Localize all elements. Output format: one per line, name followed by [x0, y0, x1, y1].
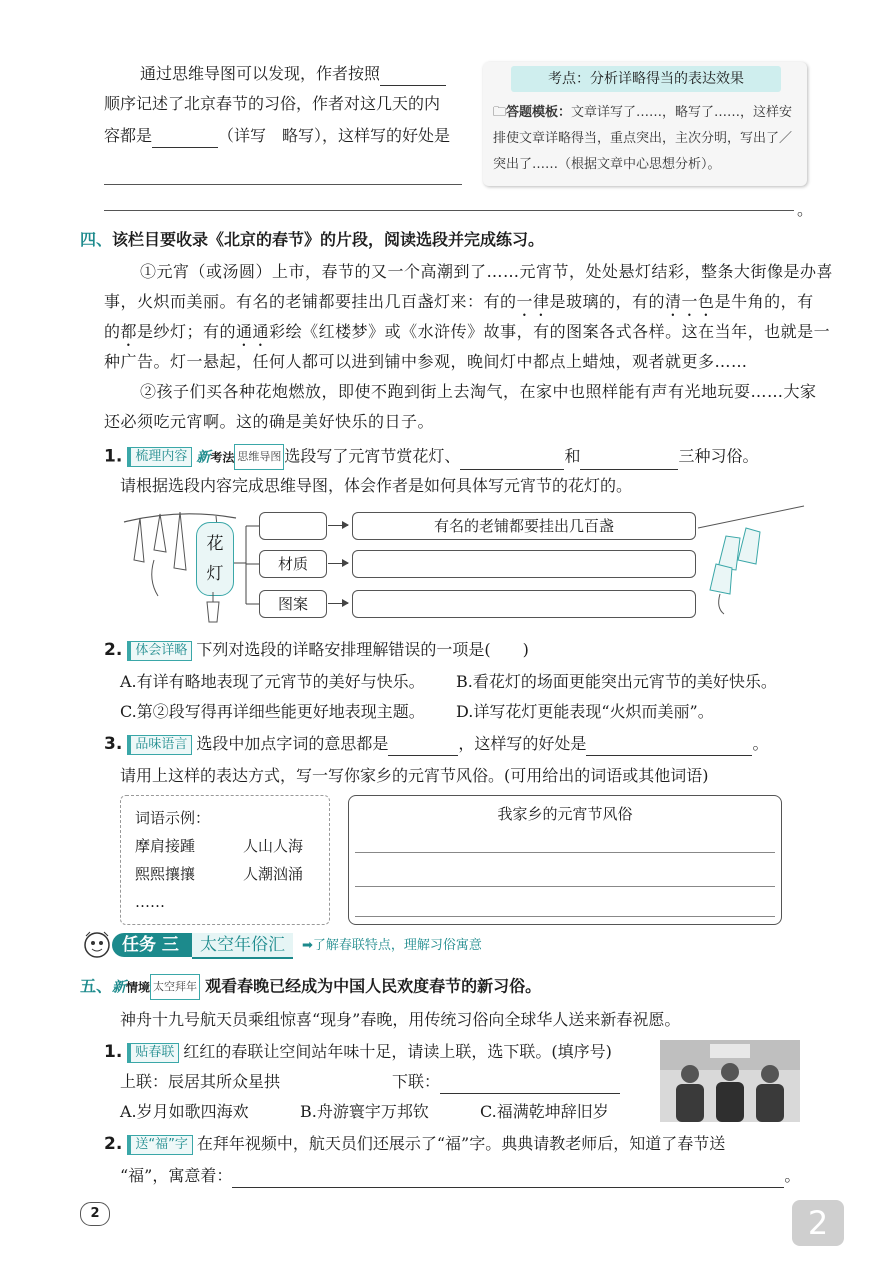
arrow-3 [328, 603, 348, 604]
word-4: 人潮汹涌 [243, 865, 304, 883]
lantern-tassel-icon [198, 590, 228, 624]
word-3: 熙熙攘攘 [135, 865, 196, 883]
q5-2-line2: “福”，寓意着： 。 [120, 1164, 800, 1188]
arrow-2 [328, 563, 348, 564]
task3-band [80, 930, 800, 960]
q1-blank-2[interactable] [580, 449, 678, 470]
mindmap-box-pattern: 图案 [259, 590, 327, 618]
section5-heading: 五、新情境 太空拜年 观看春晚已经成为中国人民欢度春节的新习俗。 [80, 974, 541, 1000]
lantern-char-1: 花 [206, 534, 224, 554]
q5-1-option-b[interactable]: B.舟游寰宇万邦钦 [300, 1102, 429, 1121]
writing-line-3[interactable] [355, 916, 775, 917]
tip-box [483, 62, 807, 186]
answer-blank-detail[interactable] [152, 127, 218, 148]
q5-1-option-a[interactable]: A.岁月如歌四海欢 [120, 1102, 249, 1121]
lantern [196, 522, 234, 596]
writing-box-title: 我家乡的元宵节风俗 [497, 805, 633, 823]
top-line-2: 顺序记述了北京春节的习俗，作者对这几天的内 [104, 94, 441, 113]
passage-p1-line3: 的都是纱灯；有的通通彩绘《红楼梦》或《水浒传》故事，有的图案各式各样。这在当年，也就是一 [104, 322, 831, 341]
page-number-right: 2 [792, 1200, 844, 1246]
task3-subtitle: ➡了解春联特点，理解习俗寓意 [302, 938, 482, 953]
top-line-1: 通过思维导图可以发现，作者按照 [140, 62, 446, 86]
answer-blank-order[interactable] [380, 65, 446, 86]
task3-label: 任务 三 [112, 933, 242, 957]
mindmap-box-material: 材质 [259, 550, 327, 578]
passage-p2-line1: ②孩子们买各种花炮燃放，即使不跑到街上去淘气，在家中也照样能有声有光地玩耍……大家 [140, 382, 817, 401]
q1-tag: 梳理内容 [127, 447, 192, 467]
q1-blank-1[interactable] [460, 449, 564, 470]
answer-line-top[interactable] [104, 184, 462, 185]
q3-line2: 请用上这样的表达方式，写一写你家乡的元宵节风俗。(可用给出的词语或其他词语) [120, 766, 709, 785]
passage-p1-line4: 种广告。灯一悬起，任何人都可以进到铺中参观，晚间灯中都点上蜡烛，观者就更多…… [104, 352, 748, 371]
writing-box[interactable] [348, 795, 782, 925]
q5-1-option-c[interactable]: C.福满乾坤辞旧岁 [480, 1102, 609, 1121]
lantern-char-2: 灯 [206, 564, 224, 584]
mindmap-bracket [232, 516, 262, 616]
q2-option-b[interactable]: B.看花灯的场面更能突出元宵节的美好快乐。 [456, 672, 777, 691]
q5-1-tag: 贴春联 [127, 1043, 179, 1063]
mindmap-answer-1: 有名的老铺都要挂出几百盏 [352, 512, 696, 540]
answer-line-top-2[interactable] [104, 210, 794, 211]
word-example-box [120, 795, 330, 925]
astronaut-photo [660, 1040, 800, 1122]
q2-option-a[interactable]: A.有详有略地表现了元宵节的美好与快乐。 [120, 672, 425, 691]
mindmap-answer-2[interactable] [352, 550, 696, 578]
word-1: 摩肩接踵 [135, 837, 196, 855]
q2-option-d[interactable]: D.详写花灯更能表现“火炽而美丽”。 [456, 702, 714, 721]
mindmap-box-empty[interactable] [259, 512, 327, 540]
word-5: …… [135, 893, 165, 911]
hanging-decor-right [696, 498, 806, 618]
q3-line1: 3. 品味语言 选段中加点字词的意思都是 ，这样写的好处是 。 [104, 734, 769, 754]
tip-header: 考点：分析详略得当的表达效果 [511, 66, 781, 92]
q1-line2: 请根据选段内容完成思维导图，体会作者是如何具体写元宵节的花灯的。 [120, 476, 633, 495]
q2-option-c[interactable]: C.第②段写得再详细些能更好地表现主题。 [120, 702, 425, 721]
q1-line1: 1. 梳理内容 新考法 思维导图 选段写了元宵节赏花灯、 和 三种习俗。 [104, 444, 758, 470]
word-2: 人山人海 [243, 837, 304, 855]
top-line-3: 容都是 （详写 略写），这样写的好处是 [104, 124, 450, 148]
q3-blank-2[interactable] [586, 735, 752, 756]
q5-1-line1: 1. 贴春联 红红的春联让空间站年味十足，请读上联，选下联。(填序号) [104, 1042, 612, 1062]
page-number-left: 2 [80, 1202, 110, 1226]
q5-2-tag: 送“福”字 [127, 1135, 192, 1155]
writing-line-1[interactable] [355, 852, 775, 853]
task3-title: 太空年俗汇 [192, 933, 293, 959]
period: 。 [797, 200, 814, 219]
q5-2-blank[interactable] [232, 1167, 784, 1188]
q2-line1: 2. 体会详略 下列对选段的详略安排理解错误的一项是( ) [104, 640, 529, 660]
section5-intro: 神舟十九号航天员乘组惊喜“现身”春晚，用传统习俗向全球华人送来新春祝愿。 [120, 1010, 681, 1029]
folder-icon: 🗀 [493, 105, 507, 120]
q3-blank-1[interactable] [388, 735, 458, 756]
couplet-lower-blank[interactable] [440, 1073, 620, 1094]
mascot-icon [80, 930, 114, 960]
mindmap-answer-3[interactable] [352, 590, 696, 618]
tip-body: 🗀答题模板：文章详写了……，略写了……，这样安排使文章详略得当，重点突出，主次分明，写出了／突出了……（根据文章中心思想分析）。 [493, 105, 793, 172]
couplet-lower: 下联： [392, 1070, 620, 1094]
q5-2-line1: 2. 送“福”字 在拜年视频中，航天员们还展示了“福”字。典典请教老师后，知道了春节送 [104, 1134, 726, 1154]
passage-p1-line2: 事，火炽而美丽。有名的老铺都要挂出几百盏灯来：有的一律是玻璃的，有的清一色是牛角的，有 [104, 292, 814, 311]
passage-p1-line1: ①元宵（或汤圆）上市，春节的又一个高潮到了……元宵节，处处悬灯结彩，整条大街像是办喜 [140, 262, 834, 281]
section4-heading: 四、该栏目要收录《北京的春节》的片段，阅读选段并完成练习。 [80, 230, 545, 249]
q2-tag: 体会详略 [127, 641, 192, 661]
q3-tag: 品味语言 [127, 735, 192, 755]
couplet-upper: 上联：辰居其所众星拱 [120, 1072, 281, 1091]
writing-line-2[interactable] [355, 886, 775, 887]
word-example-title: 词语示例： [135, 809, 211, 827]
arrow-1 [328, 525, 348, 526]
passage-p2-line2: 还必须吃元宵啊。这的确是美好快乐的日子。 [104, 412, 435, 431]
